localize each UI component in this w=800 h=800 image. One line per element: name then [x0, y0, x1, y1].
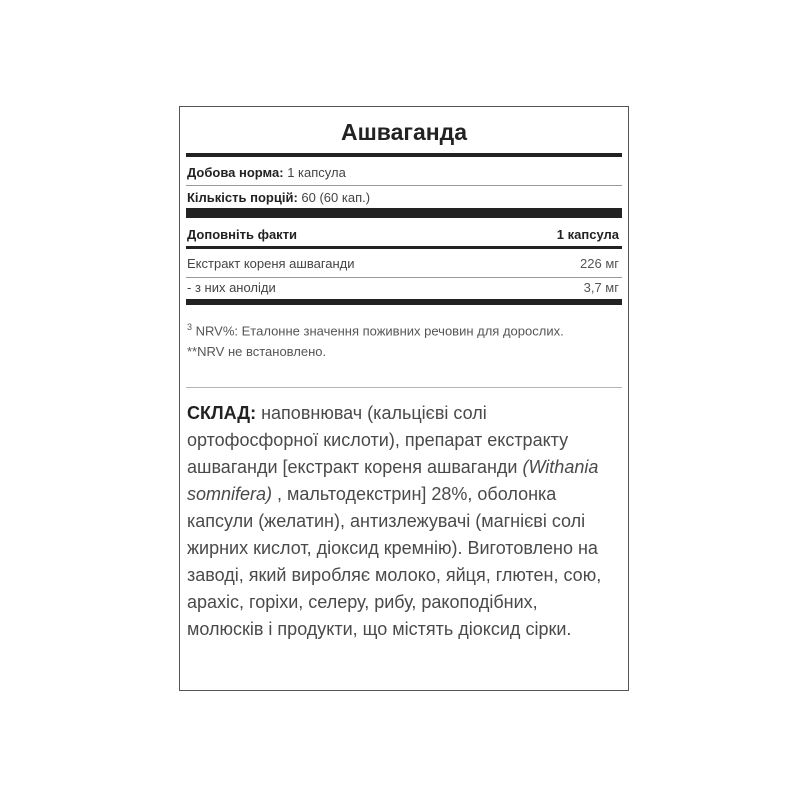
nrv-not-set-note: **NRV не встановлено. [187, 344, 327, 360]
servings-line [187, 190, 370, 205]
divider [186, 277, 622, 278]
supplement-facts-label [179, 106, 629, 691]
composition-label: СКЛАД: [187, 403, 257, 423]
nrv-footnote [187, 317, 588, 341]
composition-text: наповнювач (кальцієві солі ортофосфорної кислоти), препарат екстракту ашваганди [екстракт кореня ашваганди [187, 403, 569, 477]
latin-name: (Withania somnifera) [187, 457, 599, 504]
servings-label: Кількість порцій: [187, 190, 298, 205]
product-title: Ашваганда [340, 119, 468, 145]
divider [186, 387, 622, 388]
servings-value: 60 (60 кап.) [301, 190, 371, 205]
header-rule [186, 246, 622, 249]
bottom-rule [186, 299, 622, 305]
daily-dose-value: 1 капсула [287, 165, 346, 180]
nrv-footnote-text: NRV%: Еталонне значення поживних речовин для дорослих. [195, 323, 564, 339]
ingredient-amount: 226 мг [580, 256, 619, 271]
footnote-mark: 3 [187, 322, 193, 332]
footnotes [187, 317, 588, 362]
composition [187, 400, 616, 643]
ingredient-name: - з них аноліди [187, 280, 276, 295]
ingredient-amount: 3,7 мг [583, 280, 619, 295]
daily-dose-label: Добова норма: [187, 165, 284, 180]
composition-text-cont: , мальтодекстрин] 28%, оболонка капсули (желатин), антизлежувачі (магнієві солі жирних кислот, діоксид кремнію). Виготовлено на заводі, який виробляє молоко, яйця, глютен, сою, арахіс, горіхи, селеру, рибу, ракоподібних, молюсків і продукти, що містять діоксид сірки. [187, 484, 602, 639]
divider [186, 185, 622, 186]
thick-rule [186, 208, 622, 218]
daily-dose-line [187, 165, 346, 180]
facts-header-label: Доповніть факти [187, 227, 298, 242]
ingredient-name: Екстракт кореня ашваганди [187, 256, 355, 271]
title-rule [186, 153, 622, 157]
facts-header-serving: 1 капсула [556, 227, 619, 242]
